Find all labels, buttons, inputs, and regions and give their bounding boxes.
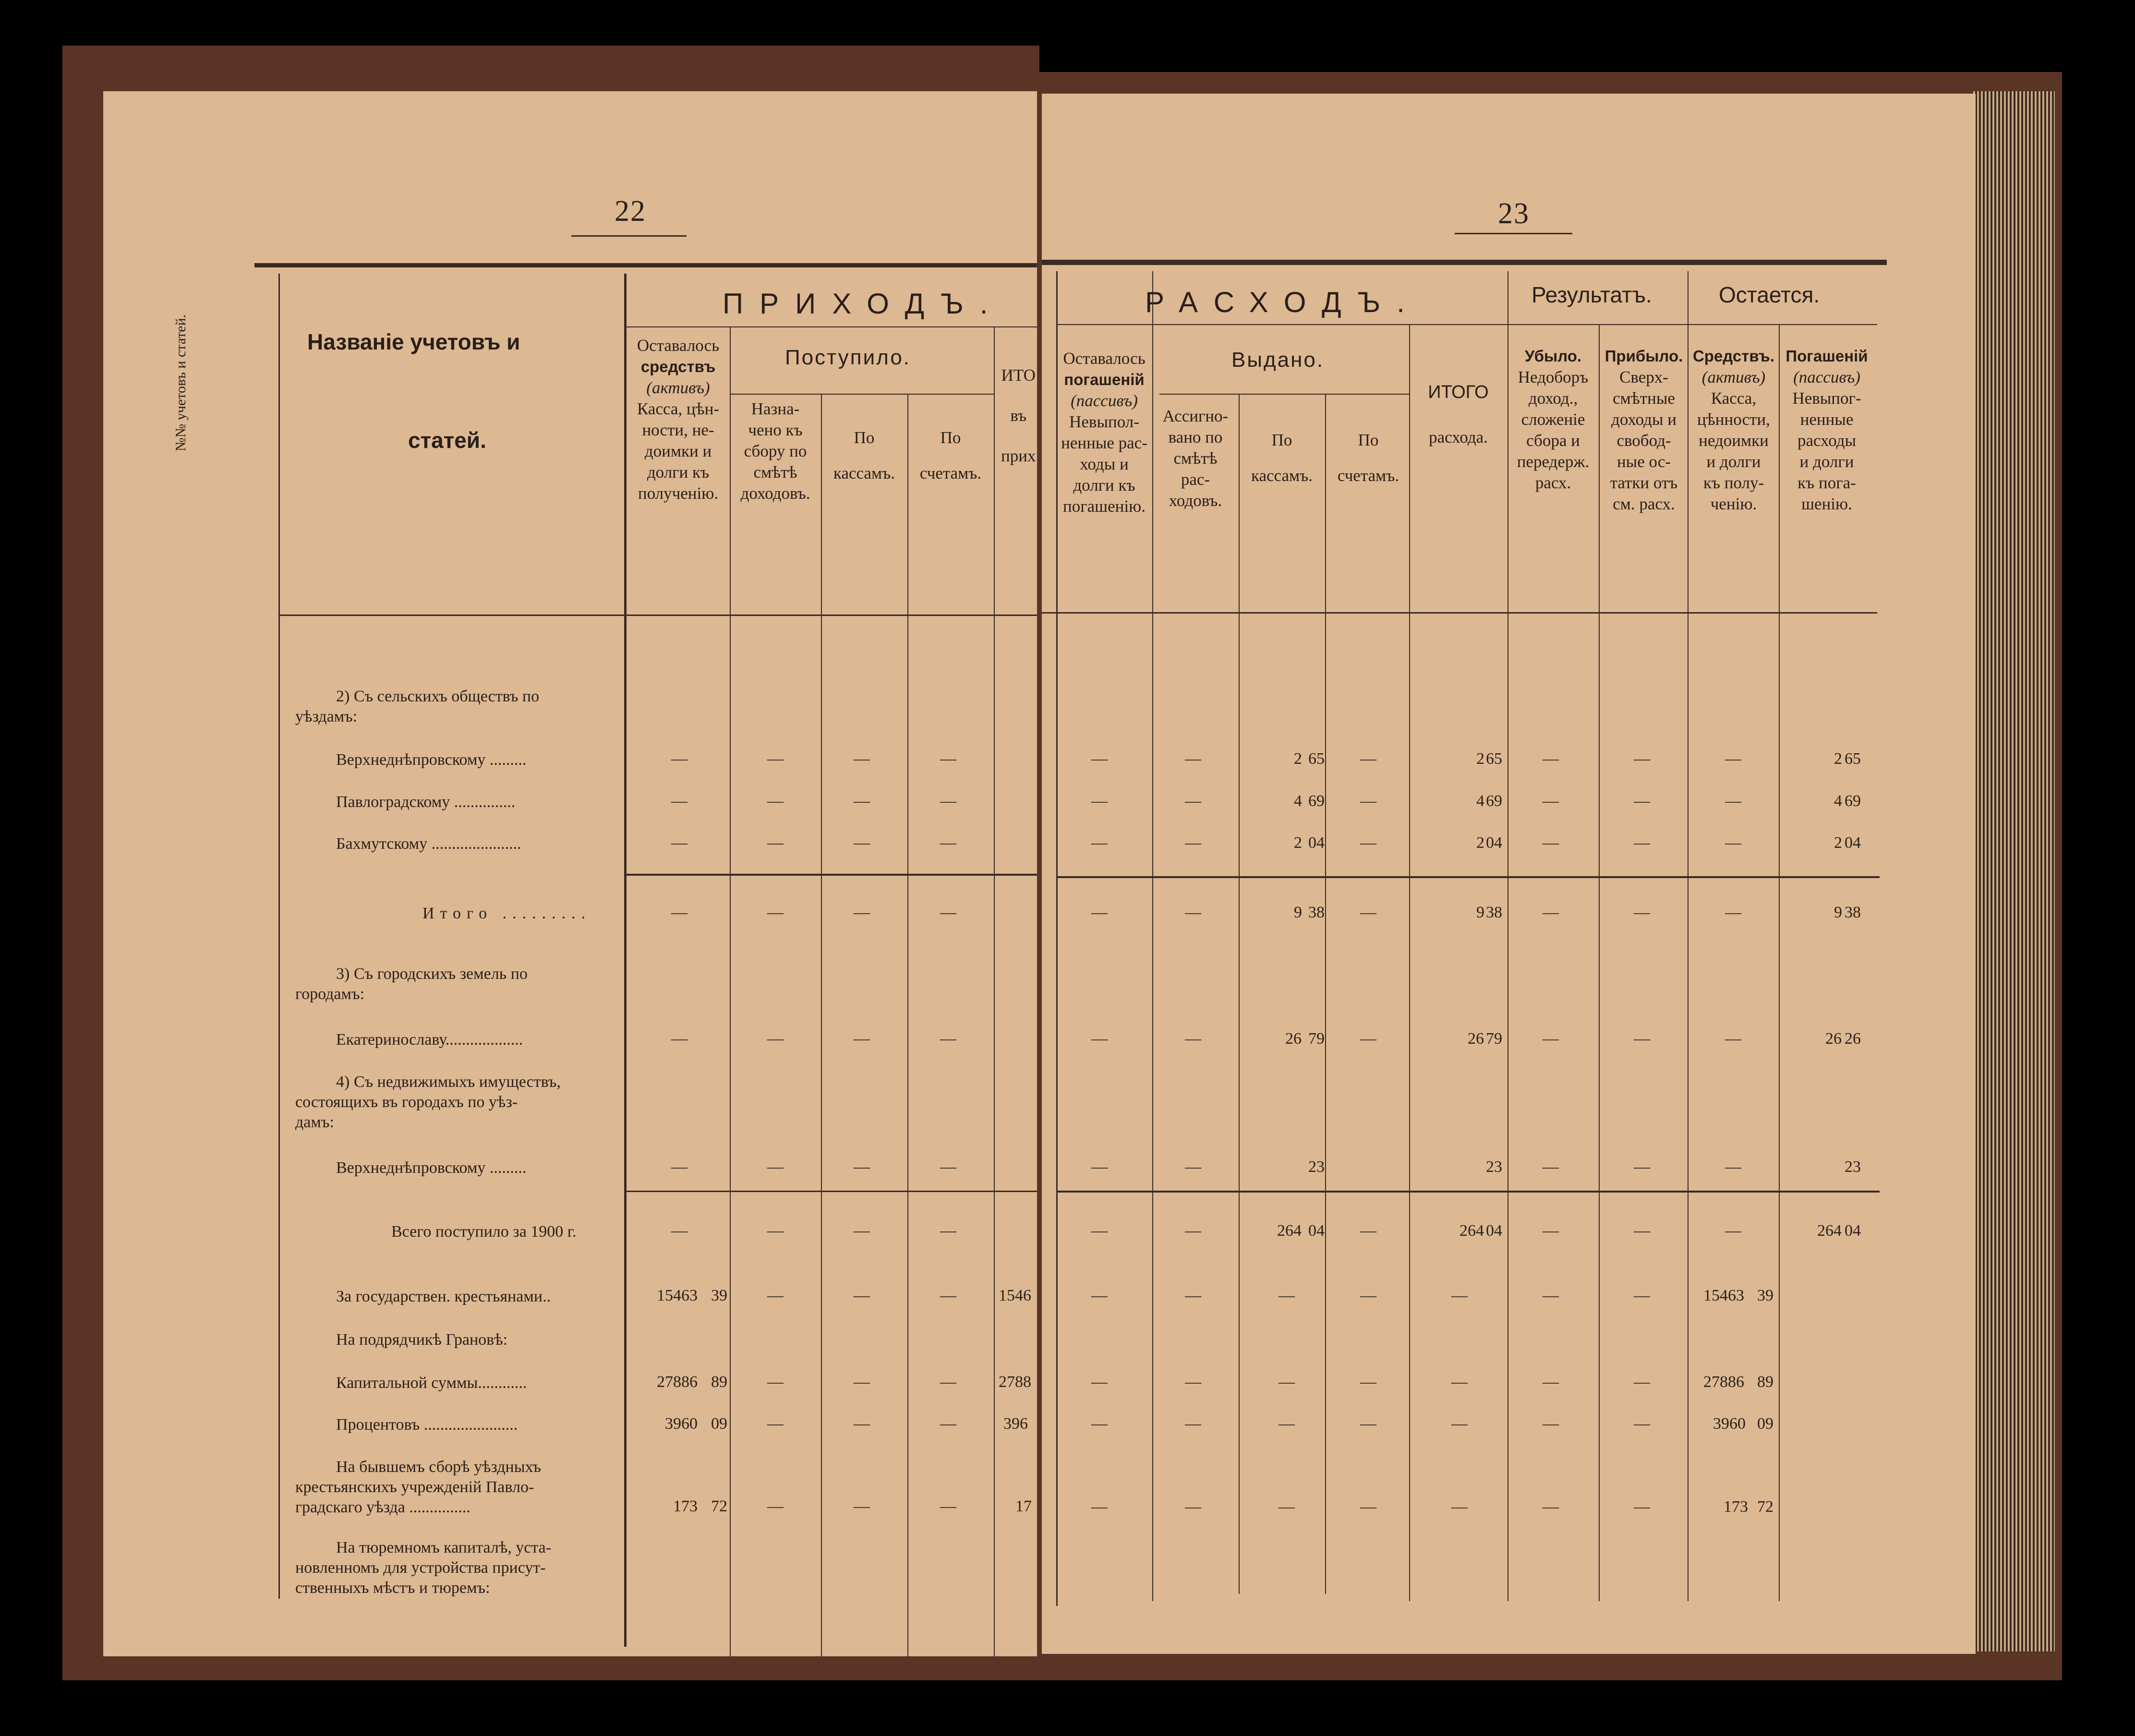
dash-cell: — xyxy=(1091,834,1108,852)
row-label: 2) Съ сельскихъ обществъ по xyxy=(336,687,540,705)
dash-cell: — xyxy=(1634,1222,1650,1240)
dash-cell: — xyxy=(1543,1158,1559,1176)
dash-cell: — xyxy=(767,1158,784,1176)
row-label: Верхнеднѣпровскому ......... xyxy=(336,751,527,769)
dash-cell: — xyxy=(1185,904,1201,921)
value: 69 xyxy=(1845,792,1861,810)
value: 26 xyxy=(1825,1030,1842,1048)
value: 23 xyxy=(1845,1158,1861,1176)
dash-cell: — xyxy=(671,834,688,852)
dash-cell: — xyxy=(1634,1373,1650,1391)
itogo-cut: ИТО въ прих xyxy=(1001,366,1036,465)
value: 264 xyxy=(1277,1222,1302,1240)
value: 2788 xyxy=(999,1373,1031,1391)
value: 89 xyxy=(1757,1373,1773,1391)
col-po-schetam: По счетамъ. xyxy=(1337,431,1399,485)
value: 17 xyxy=(1015,1497,1032,1515)
dash-cell: — xyxy=(1091,1415,1108,1433)
page-number: 23 xyxy=(1498,197,1530,230)
dash-cell: — xyxy=(767,1497,784,1515)
value: 65 xyxy=(1308,750,1325,768)
dash-cell: — xyxy=(1451,1287,1468,1304)
value: 72 xyxy=(1757,1498,1773,1516)
dash-cell: — xyxy=(940,1373,956,1391)
value: 04 xyxy=(1845,1222,1861,1240)
dash-cell: — xyxy=(767,1030,784,1048)
value: 38 xyxy=(1845,904,1861,921)
dash-cell: — xyxy=(1185,1415,1201,1433)
row-label: 3) Съ городскихъ земель по xyxy=(336,965,528,983)
dash-cell: — xyxy=(1543,1498,1559,1516)
dash-cell: — xyxy=(854,1287,870,1304)
dash-cell: — xyxy=(854,750,870,768)
dash-cell: — xyxy=(767,1415,784,1433)
value: 23 xyxy=(1308,1158,1325,1176)
value: 38 xyxy=(1308,904,1325,921)
dash-cell: — xyxy=(1725,834,1741,852)
dash-cell: — xyxy=(1091,1498,1108,1516)
page-number: 22 xyxy=(615,195,646,228)
dash-cell: — xyxy=(854,834,870,852)
value: 27886 xyxy=(657,1373,698,1391)
dash-cell: — xyxy=(1725,750,1741,768)
dash-cell: — xyxy=(767,904,784,921)
col-itogo: ИТОГО расхода. xyxy=(1428,382,1489,446)
dash-cell: — xyxy=(1634,904,1650,921)
value: 396 xyxy=(1003,1415,1028,1433)
value: 2 xyxy=(1834,750,1842,768)
col-naznacheno: Назна- чено къ сбору по смѣтѣ доходовъ. xyxy=(740,399,810,503)
value: 27886 xyxy=(1703,1373,1744,1391)
dash-cell: — xyxy=(1360,1222,1376,1240)
value: 65 xyxy=(1845,750,1861,768)
dash-cell: — xyxy=(1725,904,1741,921)
col-ostavalos: Оставалось погашеній (пассивъ) Невыпол- ненные рас- ходы и долги къ погашенію. xyxy=(1061,349,1147,516)
dash-cell: — xyxy=(1091,1287,1108,1304)
dash-cell: — xyxy=(1360,1287,1376,1304)
dash-cell: — xyxy=(940,792,956,810)
left-page xyxy=(103,91,1037,1656)
dash-cell: — xyxy=(1091,750,1108,768)
value: 15463 xyxy=(657,1287,698,1304)
row-label: 4) Съ недвижимыхъ имуществъ, xyxy=(336,1073,561,1091)
dash-cell: — xyxy=(671,792,688,810)
raskhod-header: РАСХОДЪ. xyxy=(1145,286,1421,318)
col-pribylo: Прибыло. Сверх- смѣтные доходы и свобод- ные ос- татки отъ см. расх. xyxy=(1604,347,1683,513)
value: 26 xyxy=(1285,1030,1302,1048)
value: 69 xyxy=(1308,792,1325,810)
value: 04 xyxy=(1845,834,1861,852)
dash-cell: — xyxy=(1279,1498,1295,1516)
prikhod-header: ПРИХОДЪ. xyxy=(723,288,1004,320)
dash-cell: — xyxy=(1634,1158,1650,1176)
dash-cell: — xyxy=(854,1030,870,1048)
col-po-schetam: По счетамъ. xyxy=(919,428,982,482)
dash-cell: — xyxy=(1543,1287,1559,1304)
dash-cell: — xyxy=(1451,1373,1468,1391)
dash-cell: — xyxy=(1360,792,1376,810)
dash-cell: — xyxy=(671,1222,688,1240)
dash-cell: — xyxy=(671,1030,688,1048)
row-label: состоящихъ въ городахъ по уѣз- xyxy=(295,1093,518,1111)
dash-cell: — xyxy=(671,750,688,768)
dash-cell: — xyxy=(940,834,956,852)
dash-cell: — xyxy=(940,1158,956,1176)
dash-cell: — xyxy=(940,904,956,921)
dash-cell: — xyxy=(940,1415,956,1433)
dash-cell: — xyxy=(1634,1287,1650,1304)
dash-cell: — xyxy=(1360,1415,1376,1433)
col-ostavalos: Оставалось средствъ (активъ) Касса, цѣн- ности, не- доимки и долги къ полученію. xyxy=(637,336,720,503)
dash-cell: — xyxy=(940,750,956,768)
col-po-kassam: По кассамъ. xyxy=(1251,431,1313,485)
col-po-kassam: По кассамъ. xyxy=(833,428,895,482)
row-label: Капитальной суммы............ xyxy=(336,1374,527,1392)
value: 04 xyxy=(1486,1222,1502,1240)
dash-cell: — xyxy=(671,904,688,921)
dash-cell: — xyxy=(1185,1498,1201,1516)
postupilo-header: Поступило. xyxy=(785,346,911,369)
dash-cell: — xyxy=(1279,1415,1295,1433)
dash-cell: — xyxy=(854,1373,870,1391)
dash-cell: — xyxy=(1185,1030,1201,1048)
col-ubylo: Убыло. Недоборъ доход., сложеніе сбора и передерж. расх. xyxy=(1517,347,1590,492)
value: 2 xyxy=(1294,750,1302,768)
dash-cell: — xyxy=(767,1373,784,1391)
row-label: Екатеринославу................... xyxy=(336,1031,523,1049)
dash-cell: — xyxy=(1543,1222,1559,1240)
name-header-2: статей. xyxy=(408,428,486,453)
dash-cell: — xyxy=(1185,834,1201,852)
dash-cell: — xyxy=(1543,1373,1559,1391)
dash-cell: — xyxy=(1725,1030,1741,1048)
row-label: На бывшемъ сборѣ уѣздныхъ xyxy=(336,1458,541,1476)
dash-cell: — xyxy=(940,1030,956,1048)
dash-cell: — xyxy=(767,792,784,810)
dash-cell: — xyxy=(671,1158,688,1176)
ostaetsya-header: Остается. xyxy=(1719,282,1820,307)
dash-cell: — xyxy=(1091,792,1108,810)
dash-cell: — xyxy=(940,1497,956,1515)
dash-cell: — xyxy=(1725,1158,1741,1176)
value: 09 xyxy=(711,1415,727,1433)
dash-cell: — xyxy=(1185,750,1201,768)
dash-cell: — xyxy=(1451,1415,1468,1433)
value: 4 xyxy=(1834,792,1842,810)
row-label: На подрядчикѣ Грановѣ: xyxy=(336,1331,508,1349)
dash-cell: — xyxy=(1091,904,1108,921)
value: 89 xyxy=(711,1373,727,1391)
dash-cell: — xyxy=(854,1415,870,1433)
dash-cell: — xyxy=(1091,1030,1108,1048)
value: 264 xyxy=(1460,1222,1484,1240)
row-label: новленномъ для устройства присут- xyxy=(295,1559,546,1577)
row-label: Бахмутскому ...................... xyxy=(336,835,521,853)
value: 38 xyxy=(1486,904,1502,921)
dash-cell: — xyxy=(1185,1287,1201,1304)
dash-cell: — xyxy=(1451,1498,1468,1516)
row-label: Верхнеднѣпровскому ......... xyxy=(336,1159,527,1177)
dash-cell: — xyxy=(1725,792,1741,810)
value: 04 xyxy=(1486,834,1502,852)
dash-cell: — xyxy=(1634,1030,1650,1048)
dash-cell: — xyxy=(1543,1415,1559,1433)
col-sredstv: Средствъ. (активъ) Касса, цѣнности, недоимки и долги къ полу- ченію. xyxy=(1692,347,1775,513)
dash-cell: — xyxy=(854,904,870,921)
dash-cell: — xyxy=(1091,1158,1108,1176)
value: 264 xyxy=(1817,1222,1842,1240)
dash-cell: — xyxy=(1634,750,1650,768)
dash-cell: — xyxy=(1360,834,1376,852)
dash-cell: — xyxy=(1185,1222,1201,1240)
dash-cell: — xyxy=(854,1222,870,1240)
value: 173 xyxy=(1724,1498,1748,1516)
dash-cell: — xyxy=(854,1497,870,1515)
row-label: ственныхъ мѣстъ и тюремъ: xyxy=(295,1579,490,1597)
value: 65 xyxy=(1486,750,1502,768)
value: 9 xyxy=(1476,904,1484,921)
value: 09 xyxy=(1757,1415,1773,1433)
row-label: уѣздамъ: xyxy=(295,708,358,725)
dash-cell: — xyxy=(1634,1498,1650,1516)
row-label: Павлоградскому ............... xyxy=(336,793,516,811)
name-header: Названіе учетовъ и xyxy=(307,329,520,354)
dash-cell: — xyxy=(940,1287,956,1304)
value: 3960 xyxy=(665,1415,698,1433)
row-label: Итого ......... xyxy=(422,904,591,922)
value: 2 xyxy=(1834,834,1842,852)
row-label: градскаго уѣзда ............... xyxy=(295,1498,470,1516)
value: 173 xyxy=(673,1497,698,1515)
dash-cell: — xyxy=(1634,834,1650,852)
right-page-edges xyxy=(1973,91,2055,1652)
col-pogash: Погашеній (пассивъ) Невыпог- ненные расходы и долги къ пога- шенію. xyxy=(1785,347,1868,513)
row-label: За государствен. крестьянами.. xyxy=(336,1288,551,1305)
dash-cell: — xyxy=(940,1222,956,1240)
dash-cell: — xyxy=(1543,904,1559,921)
dash-cell: — xyxy=(767,834,784,852)
value: 23 xyxy=(1486,1158,1502,1176)
value: 04 xyxy=(1308,1222,1325,1240)
row-label: крестьянскихъ учрежденій Павло- xyxy=(295,1478,534,1496)
value: 39 xyxy=(711,1287,727,1304)
value: 39 xyxy=(1757,1287,1773,1304)
value: 9 xyxy=(1294,904,1302,921)
dash-cell: — xyxy=(1543,792,1559,810)
side-label: №№ учетовъ и статей. xyxy=(173,314,189,451)
value: 79 xyxy=(1486,1030,1502,1048)
col-assign: Ассигно- вано по смѣтѣ рас- ходовъ. xyxy=(1162,407,1229,510)
dash-cell: — xyxy=(1279,1287,1295,1304)
dash-cell: — xyxy=(1360,904,1376,921)
value: 2 xyxy=(1476,750,1484,768)
dash-cell: — xyxy=(767,750,784,768)
value: 2 xyxy=(1294,834,1302,852)
dash-cell: — xyxy=(767,1222,784,1240)
dash-cell: — xyxy=(1634,792,1650,810)
value: 3960 xyxy=(1713,1415,1746,1433)
value: 26 xyxy=(1468,1030,1484,1048)
dash-cell: — xyxy=(1091,1373,1108,1391)
row-label: городамъ: xyxy=(295,985,365,1003)
value: 9 xyxy=(1834,904,1842,921)
value: 79 xyxy=(1308,1030,1325,1048)
dash-cell: — xyxy=(1185,792,1201,810)
dash-cell: — xyxy=(1279,1373,1295,1391)
dash-cell: — xyxy=(854,1158,870,1176)
dash-cell: — xyxy=(1360,1373,1376,1391)
dash-cell: — xyxy=(1185,1158,1201,1176)
value: 26 xyxy=(1845,1030,1861,1048)
dash-cell: — xyxy=(1543,750,1559,768)
vydano-header: Выдано. xyxy=(1231,348,1325,372)
dash-cell: — xyxy=(1185,1373,1201,1391)
value: 1546 xyxy=(999,1287,1031,1304)
dash-cell: — xyxy=(1725,1222,1741,1240)
dash-cell: — xyxy=(1360,1498,1376,1516)
value: 72 xyxy=(711,1497,727,1515)
value: 2 xyxy=(1476,834,1484,852)
dash-cell: — xyxy=(854,792,870,810)
value: 69 xyxy=(1486,792,1502,810)
value: 4 xyxy=(1476,792,1484,810)
rezultat-header: Результатъ. xyxy=(1532,282,1652,307)
value: 15463 xyxy=(1703,1287,1744,1304)
value: 4 xyxy=(1294,792,1302,810)
value: 04 xyxy=(1308,834,1325,852)
row-label: дамъ: xyxy=(295,1113,334,1131)
row-label: На тюремномъ капиталѣ, уста- xyxy=(336,1539,552,1556)
dash-cell: — xyxy=(1543,834,1559,852)
dash-cell: — xyxy=(1360,1030,1376,1048)
right-page xyxy=(1042,94,1976,1654)
row-label: Всего поступило за 1900 г. xyxy=(391,1223,577,1241)
dash-cell: — xyxy=(1360,750,1376,768)
dash-cell: — xyxy=(1543,1030,1559,1048)
dash-cell: — xyxy=(767,1287,784,1304)
dash-cell: — xyxy=(1634,1415,1650,1433)
dash-cell: — xyxy=(1091,1222,1108,1240)
row-label: Процентовъ ....................... xyxy=(336,1416,518,1434)
